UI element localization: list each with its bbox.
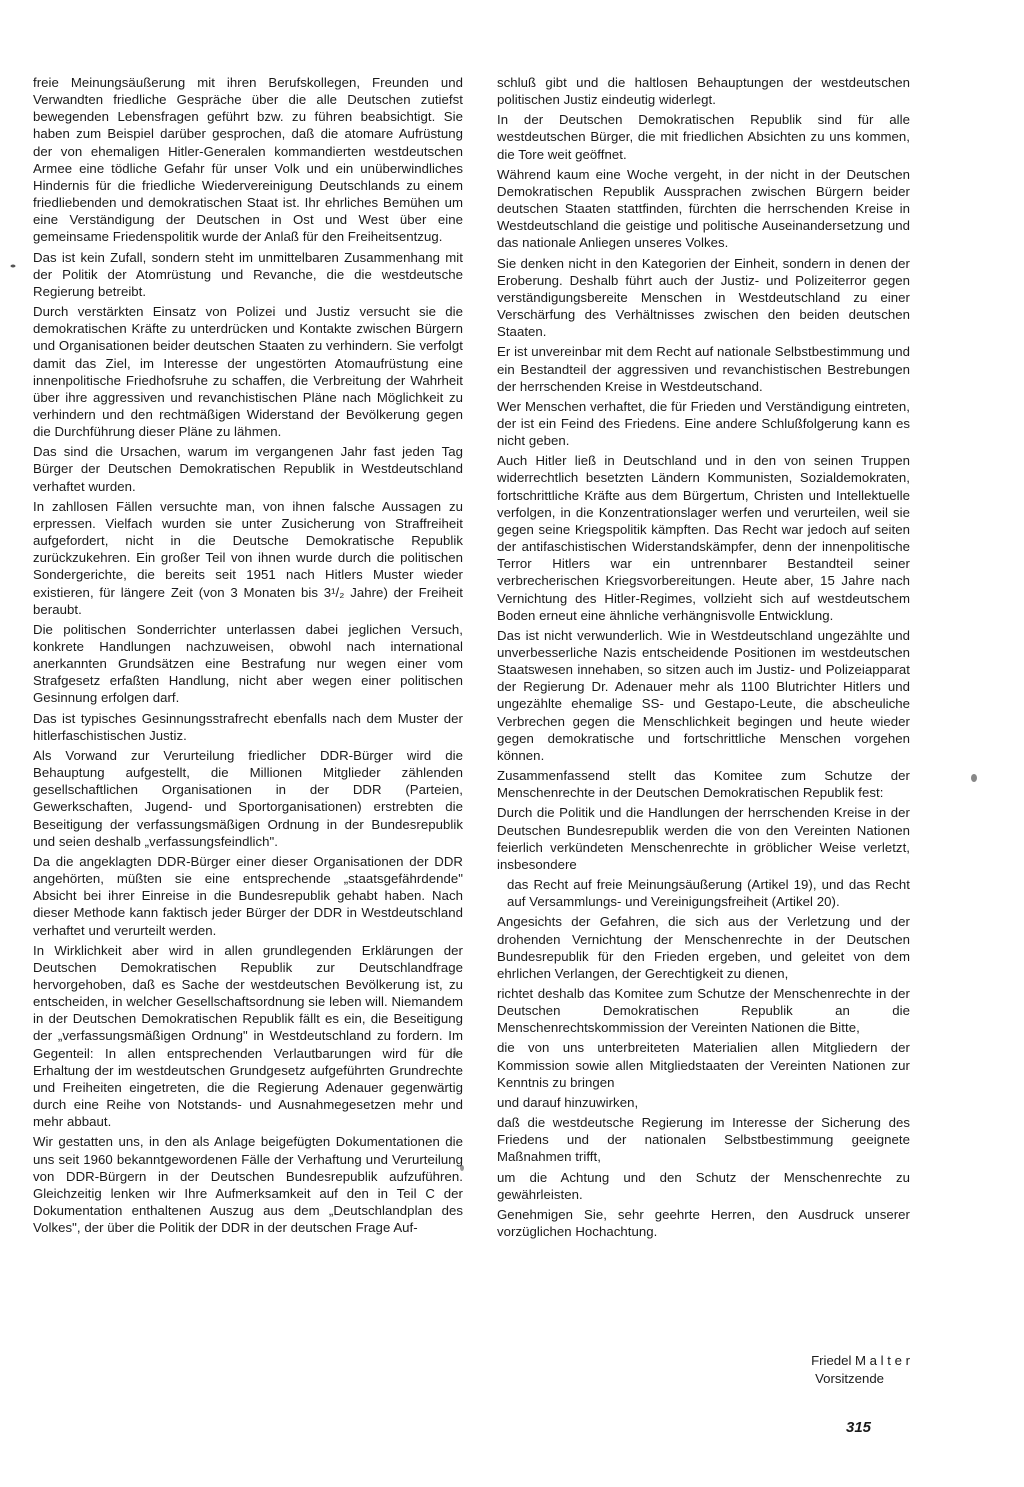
paragraph: Zusammenfassend stellt das Komitee zum Schutze der Menschenrechte in der Deutschen Demokratischen Republik fest:	[497, 768, 910, 801]
paragraph: Durch verstärkten Einsatz von Polizei und Justiz versucht sie die demokratischen Kräfte zu unterdrücken und Kontakte zwischen Bürgern und Organisationen beider deutschen Staaten zu verhindern. Sie verfolgt damit das Ziel, im Interesse der ungestörten Atomaufrüstung eine innenpolitische Friedhofsruhe zu schaffen, die Verbreitung der Wahrheit über ihre aggressiven und revanchistischen Pläne nach Möglichkeit zu verhindern und den rechtmäßigen Widerstand der Bevölkerung gegen die Durchführung dieser Pläne zu lähmen.	[33, 304, 463, 440]
paragraph: und darauf hinzuwirken,	[497, 1094, 639, 1110]
paragraph: In der Deutschen Demokratischen Republik sind für alle westdeutschen Bürger, die mit friedlichen Absichten zu uns kommen, die Tore weit geöffnet.	[497, 112, 910, 162]
paragraph: die von uns unterbreiteten Materialien allen Mitgliedern der Kommission sowie allen Mitgliedstaaten der Vereinten Nationen zur Kenntnis zu bringen	[497, 1040, 910, 1090]
signatory-name: Friedel M a l t e r	[811, 1353, 910, 1368]
page-number: 315	[846, 1419, 872, 1436]
paragraph: schluß gibt und die haltlosen Behauptungen der westdeutschen politischen Justiz eindeutig widerlegt.	[497, 75, 910, 108]
left-column	[33, 74, 463, 1239]
paragraph-indented: das Recht auf freie Meinungsäußerung (Artikel 19), und das Recht auf Versammlungs- und Vereinigungsfreiheit (Artikel 20).	[507, 877, 910, 910]
paragraph: Die politischen Sonderrichter unterlassen dabei jeglichen Versuch, konkrete Handlungen nachzuweisen, obwohl nach international anerkannten Grundsätzen eine Bestrafung nur wegen einer vom Strafgesetz erfaßten Handlung, nicht aber wegen einer politischen Gesinnung erfolgen darf.	[33, 621, 463, 706]
paragraph: Das ist kein Zufall, sondern steht im unmittelbaren Zusammenhang mit der Politik der Atomrüstung und Revanche, die die westdeutsche Regierung betreibt.	[33, 249, 463, 299]
paragraph: Da die angeklagten DDR-Bürger einer dieser Organisationen der DDR angehörten, müßten sie eine entsprechende „staatsgefährdende" Absicht bei ihrer Einreise in die Bundesrepublik gehabt haben. Nach dieser Methode kann faktisch jeder Bürger der DDR in Westdeutschland verhaftet und verurteilt werden.	[33, 853, 463, 938]
paragraph: Wer Menschen verhaftet, die für Frieden und Verständigung eintreten, der ist ein Feind des Friedens. Eine andere Schlußfolgerung kann es nicht geben.	[497, 398, 910, 449]
paragraph: Das ist nicht verwunderlich. Wie in Westdeutschland ungezählte und unverbesserliche Nazis entscheidende Positionen im westdeutschen Staatswesen innehaben, so sitzen auch im Justiz- und Polizeiapparat der Regierung Dr. Adenauer mehr als 1100 Blutrichter Hitlers und ungezählte ehemalige SS- und Gestapo-Leute, die abscheuliche Verbrechen gegen die Menschlichkeit begingen und heute wieder gegen demokratische und fortschrittliche Menschen vorgehen können.	[497, 627, 910, 763]
signatory-title: Vorsitzende	[815, 1371, 884, 1386]
paragraph: richtet deshalb das Komitee zum Schutze der Menschenrechte in der Deutschen Demokratischen Republik an die Menschenrechtskommission der Vereinten Nationen die Bitte,	[497, 985, 910, 1036]
paragraph: Genehmigen Sie, sehr geehrte Herren, den Ausdruck unserer vorzüglichen Hochachtung.	[497, 1206, 910, 1239]
paragraph: Während kaum eine Woche vergeht, in der nicht in der Deutschen Demokratischen Republik Aussprachen zwischen Bürgern beider deutschen Staaten stattfinden, fürchten die herrschenden Kreise in Westdeutschland die geistige und politische Auseinandersetzung und das nationale Anliegen unseres Volkes.	[497, 166, 910, 251]
paragraph: daß die westdeutsche Regierung im Interesse der Sicherung des Friedens und der nationalen Selbstbestimmung geeignete Maßnahmen trifft,	[497, 1115, 910, 1165]
paragraph: Wir gestatten uns, in den als Anlage beigefügten Dokumentationen die uns seit 1960 bekanntgewordenen Fälle der Verhaftung und Verurteilung von DDR-Bürgern in der Deutschen Bundesrepublik aufzuführen. Gleichzeitig lenken wir Ihre Aufmerksamkeit auf den in Teil C der Dokumentation enthaltenen Auszug aus dem „Deutschlandplan des Volkes", der über die Politik der DDR in der deutschen Frage Auf-	[33, 1134, 463, 1236]
paragraph: In zahllosen Fällen versuchte man, von ihnen falsche Aussagen zu erpressen. Vielfach wurden sie unter Zusicherung von Straffreiheit aufgefordert, nicht in die Deutsche Demokratische Republik zurückzukehren. Ein großer Teil von ihnen wurde durch die politischen Sondergerichte, die bereits seit 1951 nach Hitlers Muster wieder existieren, für längere Zeit (von 3 Monaten bis 3¹/₂ Jahre) der Freiheit beraubt.	[33, 498, 463, 617]
paragraph: Als Vorwand zur Verurteilung friedlicher DDR-Bürger wird die Behauptung aufgestellt, die Millionen Mitglieder zählenden gesellschaftlichen Organisationen in der DDR (Parteien, Gewerkschaften, Jugend- und Sportorganisationen) erstrebten die Beseitigung der verfassungsmäßigen Ordnung in der Bundesrepublik und seien deshalb „verfassungsfeindlich".	[33, 747, 463, 849]
paragraph: In Wirklichkeit aber wird in allen grundlegenden Erklärungen der Deutschen Demokratischen Republik zur Deutschlandfrage hervorgehoben, daß es Sache der westdeutschen Bevölkerung ist, zu entscheiden, in welcher Gesellschaftsordnung sie leben will. Niemandem in der Deutschen Demokratischen Republik fällt es ein, die Beseitigung der „verfassungsmäßigen Ordnung" in Westdeutschland zu fordern. Im Gegenteil: In allen entsprechenden Verlautbarungen wird für die Erhaltung der im westdeutschen Grundgesetz aufgeführten Grundrechte und Freiheiten eingetreten, die die Regierung Adenauer gegenwärtig durch eine Reihe von Notstands- und Ausnahmegesetzen mehr und mehr abbaut.	[33, 942, 463, 1130]
paragraph: Das sind die Ursachen, warum im vergangenen Jahr fast jeden Tag Bürger der Deutschen Demokratischen Republik in Westdeutschland verhaftet wurden.	[33, 444, 463, 494]
right-column	[497, 74, 910, 1243]
signature-block	[730, 1352, 910, 1388]
paragraph: Er ist unvereinbar mit dem Recht auf nationale Selbstbestimmung und ein Bestandteil der aggressiven und revanchistischen Bestrebungen der herrschenden Kreise in Westdeutschand.	[497, 344, 910, 394]
paragraph: Auch Hitler ließ in Deutschland und in den von seinen Truppen widerrechtlich besetzten Ländern Kommunisten, Sozialdemokraten, fortschrittliche Kräfte aus dem Bürgertum, Christen und Intellektuelle verfolgen, in die Konzentrationslager werfen und verurteilen, weil sie gegen seine Kriegspolitik kämpften. Das Recht war jedoch auf seiten der antifaschistischen Widerstandskämpfer, denn der innenpolitische Terror Hitlers war ein untrennbarer Bestandteil seiner verbrecherischen Kriegsvorbereitungen. Heute aber, 15 Jahre nach Vernichtung des Hitler-Regimes, vollzieht sich auf westdeutschem Boden erneut eine ähnliche verhängnisvolle Entwicklung.	[497, 453, 910, 623]
paragraph: um die Achtung und den Schutz der Menschenrechte zu gewährleisten.	[497, 1169, 910, 1202]
paragraph: Sie denken nicht in den Kategorien der Einheit, sondern in denen der Eroberung. Deshalb führt auch der Justiz- und Polizeiterror gegen verständigungsbereite Menschen in Westdeutschland zu einer Verschärfung des Verhältnisses zwischen den beiden deutschen Staaten.	[497, 255, 910, 340]
paragraph: Angesichts der Gefahren, die sich aus der Verletzung und der drohenden Vernichtung der Menschenrechte in der Deutschen Bundesrepublik für den Frieden ergeben, und geleitet von dem ehrlichen Verlangen, der Gerechtigkeit zu dienen,	[497, 914, 910, 981]
paragraph: Durch die Politik und die Handlungen der herrschenden Kreise in der Deutschen Bundesrepublik werden die von den Vereinten Nationen feierlich verkündeten Menschenrechte in gröblicher Weise verletzt, insbesondere	[497, 805, 910, 872]
paragraph: Das ist typisches Gesinnungsstrafrecht ebenfalls nach dem Muster der hitlerfaschistischen Justiz.	[33, 710, 463, 743]
paragraph: freie Meinungsäußerung mit ihren Berufskollegen, Freunden und Verwandten friedliche Gespräche über die alle Deutschen zutiefst bewegenden Lebensfragen geführt bzw. zu führen beabsichtigt. Sie haben zum Beispiel darüber gesprochen, daß die atomare Aufrüstung der von ehemaligen Hitler-Generalen kommandierten westdeutschen Armee eine tödliche Gefahr für unser Volk und ein unüberwindliches Hindernis für die friedliche Wiedervereinigung Deutschlands zu einem friedliebenden und demokratischen Staat ist. Ihr ehrliches Bemühen um eine Verständigung der Deutschen in Ost und West über eine gemeinsame Friedenspolitik wurde der Anlaß für den Freiheitsentzug.	[33, 75, 463, 245]
